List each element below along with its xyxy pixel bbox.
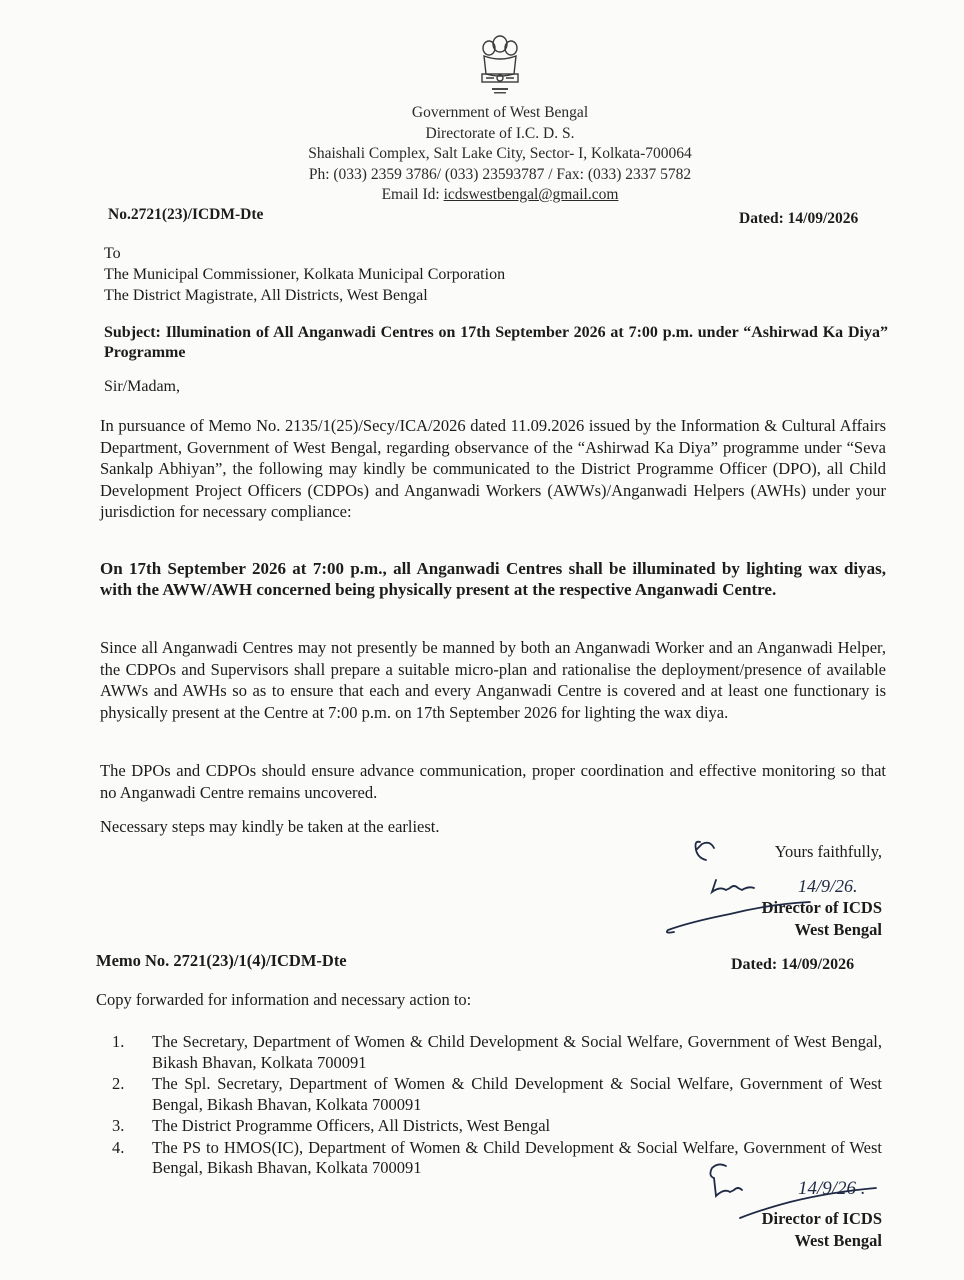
header-email-line (240, 185, 760, 206)
addressee-2: The District Magistrate, All Districts, West Bengal (104, 287, 428, 304)
state-emblem-icon (470, 30, 530, 102)
header-directorate: Directorate of I.C. D. S. (425, 124, 575, 142)
signatory-designation-1: Director of ICDS (761, 898, 882, 917)
list-item: 4. The PS to HMOS(IC), Department of Women & Child Development & Social Welfare, Government of West Bengal, Bikash Bhavan, Kolkata 700091 (112, 1137, 882, 1177)
paragraph-micro-plan: Since all Anganwadi Centres may not presently be manned by both an Anganwadi Worker and an Anganwadi Helper, the CDPOs and Supervisors shall prepare a suitable micro-plan and rationalise the deployment/presence of available AWWs and AWHs so as to ensure that each and every Anganwadi Centre is covered and at least one functionary is physically present at the Centre at 7:00 p.m. on 17th September 2026 for lighting the wax diya. (100, 638, 886, 722)
reference-number: No.2721(23)/ICDM-Dte (108, 206, 264, 223)
addressee-1: The Municipal Commissioner, Kolkata Municipal Corporation (104, 266, 506, 283)
salutation: Sir/Madam, (104, 378, 180, 395)
addressee-block (104, 243, 505, 306)
list-item: 1. The Secretary, Department of Women & Child Development & Social Welfare, Government of West Bengal, Bikash Bhavan, Kolkata 700091 (112, 1032, 882, 1072)
paragraph-pursuance: In pursuance of Memo No. 2135/1(25)/Secy/ICA/2026 dated 11.09.2026 issued by the Information & Cultural Affairs Department, Government of West Bengal, regarding observance of the “Ashirwad Ka Diya” programme under “Seva Sankalp Abhiyan”, the following may kindly be communicated to the District Programme Officer (DPO), all Child Development Project Officers (CDPOs) and Anganwadi Workers (AWWs)/Anganwadi Helpers (AWHs) under your jurisdiction for necessary compliance: (100, 416, 886, 521)
letterhead (240, 103, 760, 206)
signatory-designation-2: Director of ICDS (761, 1209, 882, 1228)
letter-date: Dated: 14/09/2026 (739, 210, 859, 227)
header-government: Government of West Bengal (411, 104, 589, 121)
subject-line: Subject: Illumination of All Anganwadi Centres on 17th September 2026 at 7:00 p.m. under “Ashirwad Ka Diya” Programme (104, 324, 888, 361)
list-item: 2. The Spl. Secretary, Department of Women & Child Development & Social Welfare, Government of West Bengal, Bikash Bhavan, Kolkata 700091 (112, 1074, 882, 1114)
memo-number-2: Memo No. 2721(23)/1(4)/ICDM-Dte (96, 951, 347, 970)
yours-faithfully: Yours faithfully, (774, 842, 882, 861)
copy-forwarded-line: Copy forwarded for information and necessary action to: (96, 990, 472, 1009)
email-label: Email Id: (381, 186, 444, 203)
signature-2-date: 14/9/26 . (798, 1178, 866, 1199)
to-label: To (104, 245, 121, 262)
header-address: Shaishali Complex, Salt Lake City, Sector- I, Kolkata-700064 (308, 145, 692, 162)
header-phone: Ph: (033) 2359 3786/ (033) 23593787 / Fax: (033) 2337 5782 (308, 165, 692, 183)
closing-block-2 (762, 1208, 882, 1252)
email-address[interactable]: icdswestbengal@gmail.com (443, 186, 619, 203)
signatory-state-2: West Bengal (794, 1231, 882, 1250)
paragraph-action: Necessary steps may kindly be taken at the earliest. (100, 817, 440, 836)
signatory-state-1: West Bengal (794, 920, 882, 939)
list-item: 3. The District Programme Officers, All Districts, West Bengal (112, 1116, 551, 1135)
paragraph-monitoring: The DPOs and CDPOs should ensure advance communication, proper coordination and effective monitoring so that no Anganwadi Centre remains uncovered. (100, 761, 886, 802)
memo-date-2: Dated: 14/09/2026 (731, 956, 855, 973)
paragraph-directive: On 17th September 2026 at 7:00 p.m., all Anganwadi Centres shall be illuminated by lighting wax diyas, with the AWW/AWH concerned being physically present at the respective Anganwadi Centre. (100, 559, 886, 599)
signature-1-date: 14/9/26. (798, 876, 858, 896)
